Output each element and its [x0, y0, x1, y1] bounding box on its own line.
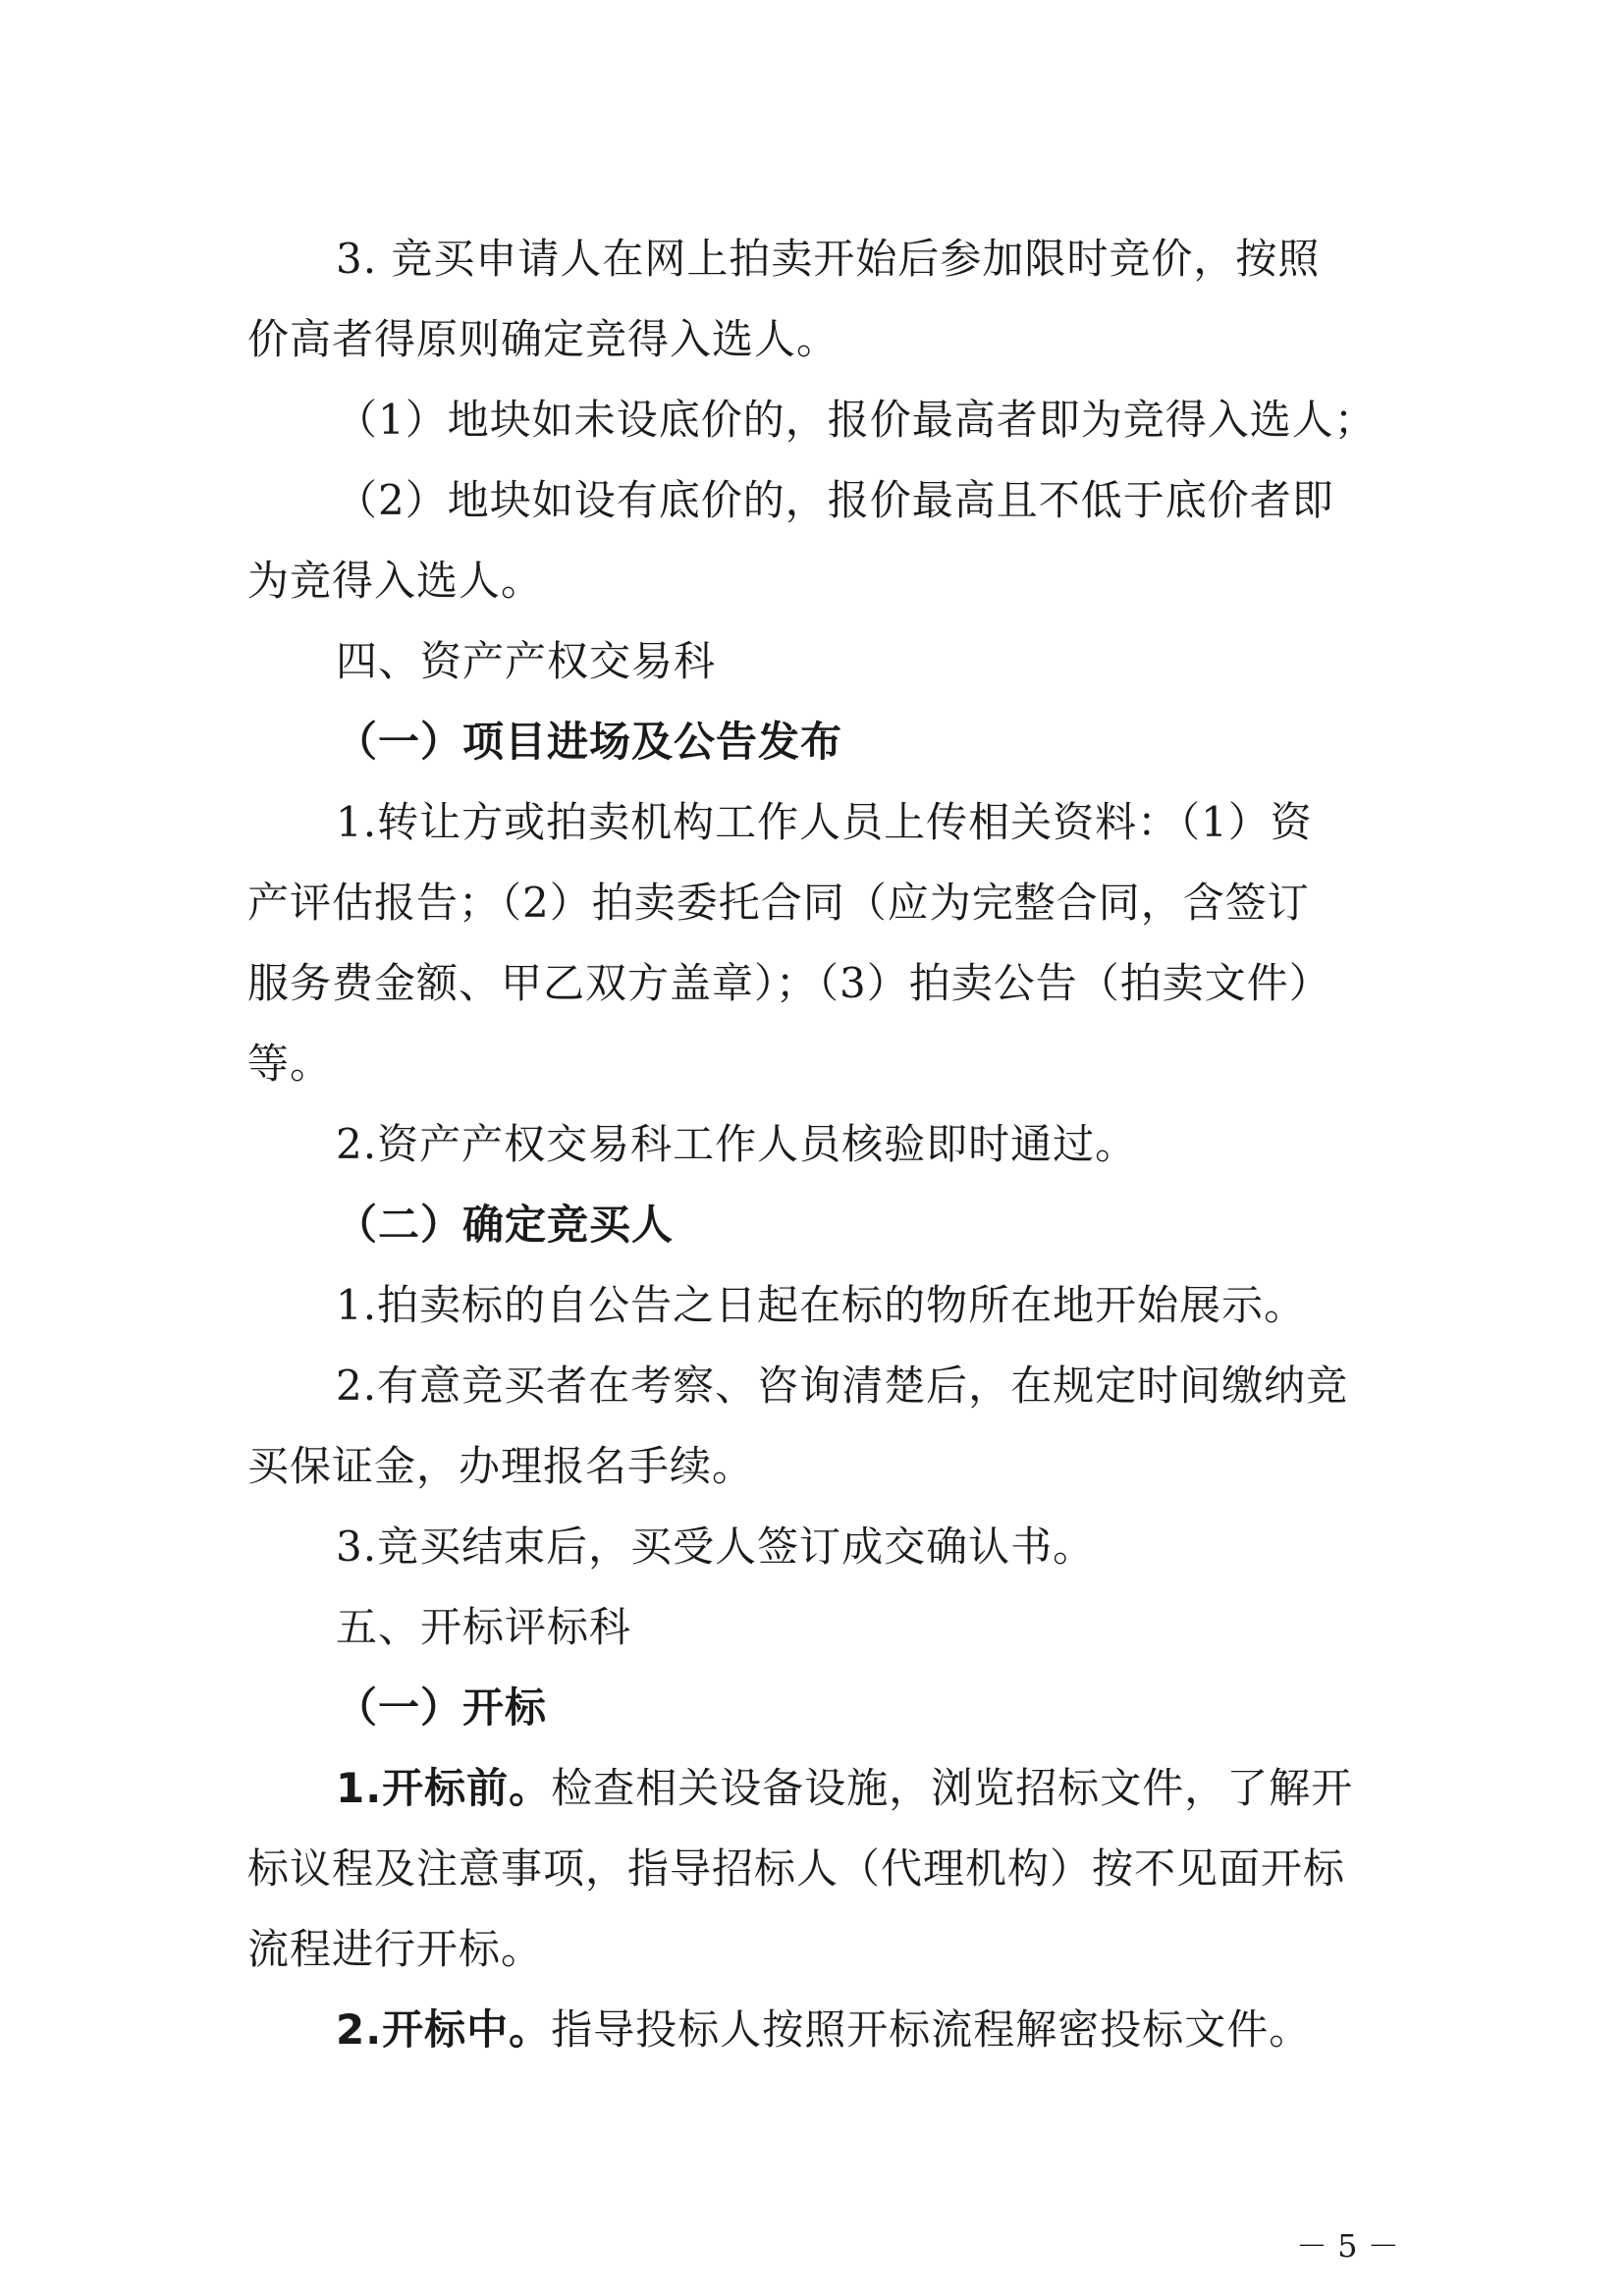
subheading-confirm-bidder: （二）确定竞买人	[336, 1201, 675, 1249]
paragraph-line-during-opening	[336, 2002, 1465, 2057]
paragraph-line: 流程进行开标。	[247, 1925, 544, 1973]
subheading-opening: （一）开标	[336, 1683, 548, 1732]
paragraph-line: 为竞得入选人。	[247, 557, 544, 605]
section-heading-bid-opening: 五、开标评标科	[336, 1603, 632, 1651]
paragraph-line: （2）地块如设有底价的，报价最高且不低于底价者即	[336, 476, 1334, 524]
paragraph-line: 3. 竞买申请人在网上拍卖开始后参加限时竞价，按照	[336, 235, 1321, 283]
text-before-opening: 检查相关设备设施，浏览招标文件，了解开	[551, 1764, 1354, 1812]
paragraph-line: 产评估报告；（2）拍卖委托合同（应为完整合同，含签订	[247, 879, 1310, 927]
lead-before-opening: 1.开标前。	[336, 1764, 552, 1812]
page-number: － 5 －	[1296, 2227, 1399, 2265]
paragraph-line: 买保证金，办理报名手续。	[247, 1442, 755, 1490]
paragraph-line: （1）地块如未设底价的，报价最高者即为竞得入选人；	[336, 396, 1377, 444]
paragraph-line: 2.有意竞买者在考察、咨询清楚后，在规定时间缴纳竞	[336, 1362, 1349, 1410]
paragraph-line: 1.转让方或拍卖机构工作人员上传相关资料：（1）资	[336, 798, 1313, 846]
lead-during-opening: 2.开标中。	[336, 2005, 552, 2054]
paragraph-line: 1.拍卖标的自公告之日起在标的物所在地开始展示。	[336, 1281, 1307, 1329]
paragraph-line: 3.竞买结束后，买受人签订成交确认书。	[336, 1522, 1096, 1571]
paragraph-line: 服务费金额、甲乙双方盖章）；（3）拍卖公告（拍卖文件）	[247, 959, 1331, 1007]
subheading-project-entry: （一）项目进场及公告发布	[336, 718, 843, 766]
paragraph-line: 等。	[247, 1040, 333, 1088]
paragraph-line: 2.资产产权交易科工作人员核验即时通过。	[336, 1120, 1138, 1168]
paragraph-line: 价高者得原则确定竞得入选人。	[247, 315, 839, 363]
section-heading-asset-trading: 四、资产产权交易科	[336, 637, 717, 685]
text-during-opening: 指导投标人按照开标流程解密投标文件。	[551, 2005, 1312, 2054]
paragraph-line-before-opening	[336, 1761, 1465, 1816]
paragraph-line: 标议程及注意事项，指导招标人（代理机构）按不见面开标	[247, 1844, 1346, 1893]
